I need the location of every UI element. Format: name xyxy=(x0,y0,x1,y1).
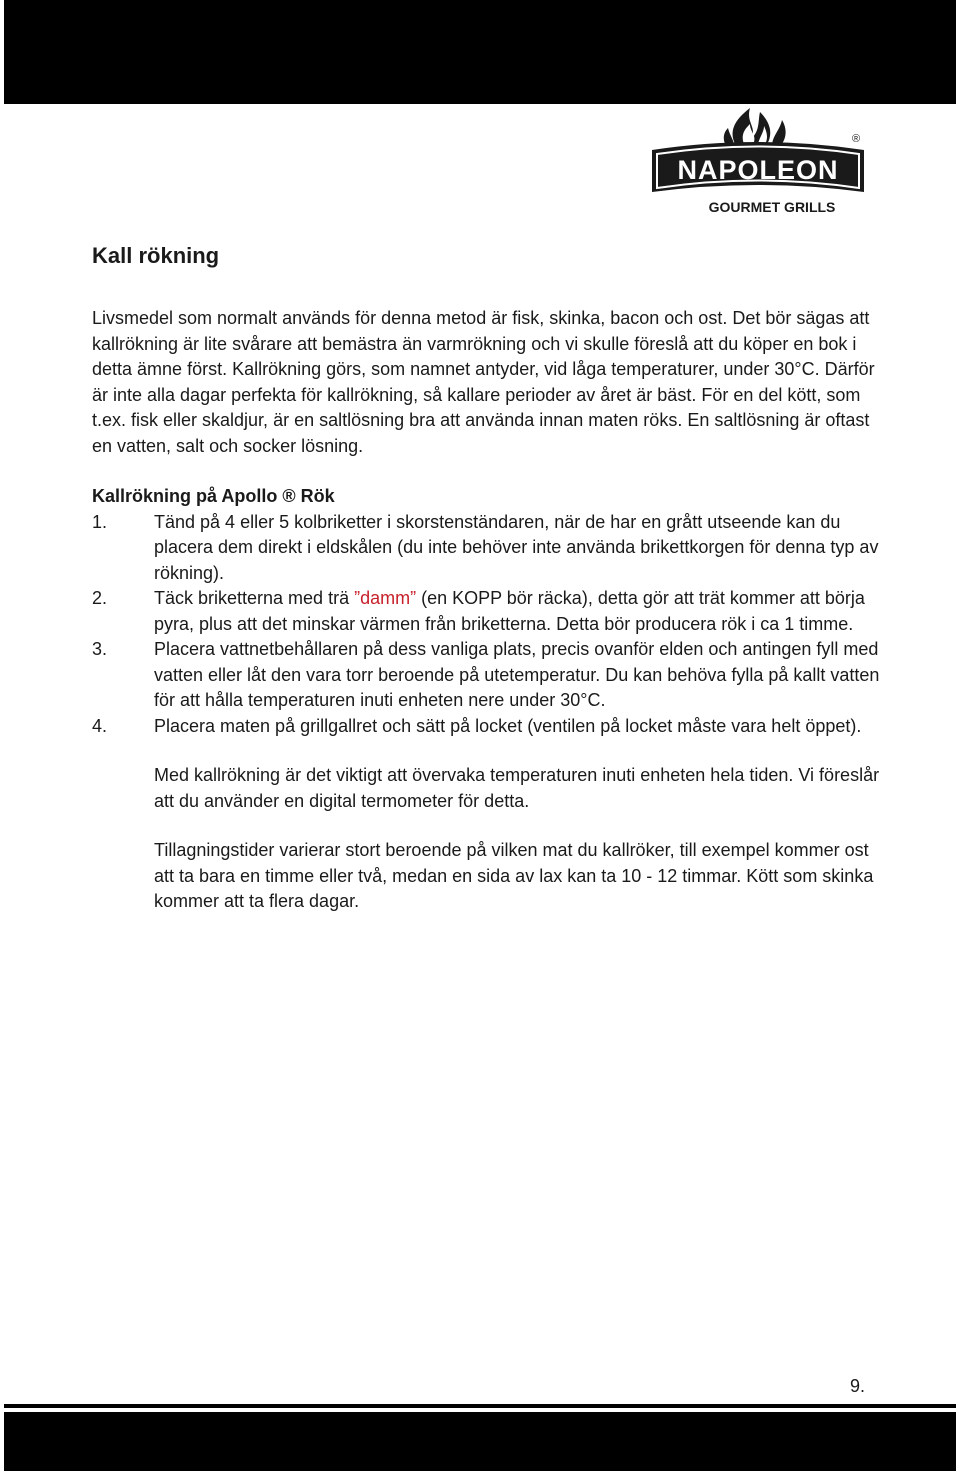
flame-icon xyxy=(724,108,786,146)
cooking-times-note: Tillagningstider varierar stort beroende på vilken mat du kallröker, till exempel kommer ost att ta bara en timme eller två, medan en sida av lax kan ta 10 - 12 timmar. Kött som skinka kommer att ta flera dagar. xyxy=(154,840,874,911)
step-text: Tänd på 4 eller 5 kolbriketter i skorstenständaren, när de har en grått utseende kan du placera dem direkt i eldskålen (du inte behöver inte använda brikettkorgen för denna typ av rökning). xyxy=(154,511,879,583)
step-item xyxy=(92,586,892,637)
logo-brand: NAPOLEON xyxy=(677,155,839,185)
section-heading: Kallrökning på Apollo ® Rök xyxy=(92,486,335,506)
monitoring-note: Med kallrökning är det viktigt att övervaka temperaturen inuti enheten hela tiden. Vi föreslår att du använder en digital termometer för detta. xyxy=(154,765,880,811)
napoleon-logo xyxy=(648,106,868,218)
main-content xyxy=(92,240,892,915)
step-number: 1. xyxy=(92,511,108,532)
intro-paragraph: Livsmedel som normalt används för denna metod är fisk, skinka, bacon och ost. Det bör sägas att kallrökning är lite svårare att bemästra än varmrökning och vi skulle föreslå att du köper en bok i detta ämne först. Kallrökning görs, som namnet antyder, vid låga temperaturer, under 30°C. Därför är inte alla dagar perfekta för kallrökning, så kallare perioder av året är bäst. För en del kött, som t.ex. fisk eller skaldjur, är en saltlösning bra att använda innan maten röks. En saltlösning är oftast en vatten, salt och socker lösning. xyxy=(92,308,875,456)
logo-tagline: GOURMET GRILLS xyxy=(708,199,836,215)
highlight-word: ”damm” xyxy=(354,588,417,608)
page-number: 9. xyxy=(850,1376,866,1396)
step-item xyxy=(92,637,892,714)
footer-bar xyxy=(4,1412,956,1471)
step-text: (en KOPP bör räcka), detta gör att trät kommer att börja pyra, plus att det minskar värmen från briketterna. Detta bör producera rök i ca 1 timme. xyxy=(154,588,865,634)
page-title: Kall rökning xyxy=(92,243,220,268)
step-text: Täck briketterna med trä xyxy=(154,588,355,608)
step-text: Placera maten på grillgallret och sätt på locket (ventilen på locket måste vara helt öppet). xyxy=(154,715,862,736)
step-number: 3. xyxy=(92,639,108,659)
header-bar xyxy=(4,0,956,104)
footer-rule xyxy=(4,1404,956,1408)
step-number: 4. xyxy=(92,715,108,736)
registered-mark: ® xyxy=(852,133,861,145)
step-item xyxy=(92,510,892,587)
step-item xyxy=(92,714,892,740)
step-number: 2. xyxy=(92,588,108,608)
step-text: Placera vattnetbehållaren på dess vanliga plats, precis ovanför elden och antingen fyll med vatten eller låt den vara torr beroende på utetemperatur. Du kan behöva fylla på kallt vatten för att hålla temperaturen inuti enheten nere under 30°C. xyxy=(154,639,880,710)
steps-list xyxy=(92,510,892,740)
